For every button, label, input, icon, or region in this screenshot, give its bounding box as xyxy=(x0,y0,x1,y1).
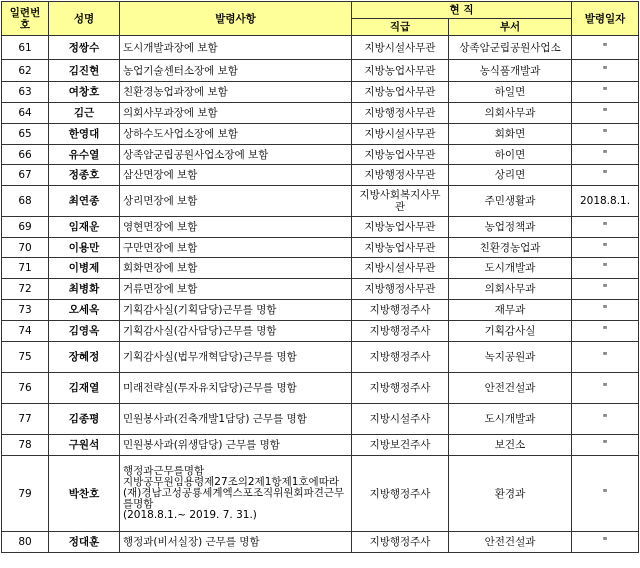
row-dept: 도시개발과 xyxy=(449,404,572,435)
row-grade: 지방농업사무관 xyxy=(352,217,449,238)
row-no: 73 xyxy=(2,300,49,321)
row-dept: 재무과 xyxy=(449,300,572,321)
row-date: " xyxy=(572,321,639,342)
row-dept: 녹지공원과 xyxy=(449,342,572,373)
row-date: " xyxy=(572,60,639,82)
table-row xyxy=(2,532,639,553)
header-current: 현 직 xyxy=(352,2,572,19)
row-grade: 지방행정주사 xyxy=(352,373,449,404)
table-row xyxy=(2,82,639,103)
row-date: " xyxy=(572,456,639,532)
row-no: 80 xyxy=(2,532,49,553)
row-dept: 환경과 xyxy=(449,456,572,532)
row-appointment: 영현면장에 보함 xyxy=(120,217,352,238)
row-date: " xyxy=(572,103,639,124)
header-date: 발령일자 xyxy=(572,2,639,36)
row-name: 여창호 xyxy=(49,82,120,103)
row-date: " xyxy=(572,279,639,300)
row-grade: 지방농업사무관 xyxy=(352,60,449,82)
header-dept: 부서 xyxy=(449,19,572,36)
row-dept: 보건소 xyxy=(449,435,572,456)
row-dept: 친환경농업과 xyxy=(449,238,572,258)
row-name: 김영옥 xyxy=(49,321,120,342)
row-dept: 농식품개발과 xyxy=(449,60,572,82)
row-appointment: 도시개발과장에 보함 xyxy=(120,36,352,60)
table-row xyxy=(2,258,639,279)
row-date: " xyxy=(572,373,639,404)
row-name: 김종평 xyxy=(49,404,120,435)
row-appointment: 민원봉사과(위생담당) 근무를 명함 xyxy=(120,435,352,456)
row-date: " xyxy=(572,124,639,145)
row-name: 장혜정 xyxy=(49,342,120,373)
row-appointment: 상하수도사업소장에 보함 xyxy=(120,124,352,145)
row-no: 66 xyxy=(2,145,49,165)
row-grade: 지방행정주사 xyxy=(352,532,449,553)
row-appointment: 농업기술센터소장에 보함 xyxy=(120,60,352,82)
row-appointment: 구만면장에 보함 xyxy=(120,238,352,258)
row-dept: 하일면 xyxy=(449,82,572,103)
row-date: 2018.8.1. xyxy=(572,186,639,217)
row-grade: 지방보건주사 xyxy=(352,435,449,456)
row-appointment: 회화면장에 보함 xyxy=(120,258,352,279)
row-grade: 지방행정주사 xyxy=(352,300,449,321)
header-appointment: 발령사항 xyxy=(120,2,352,36)
table-row xyxy=(2,279,639,300)
row-grade: 지방행정주사 xyxy=(352,342,449,373)
row-name: 임재운 xyxy=(49,217,120,238)
row-appointment: 상리면장에 보함 xyxy=(120,186,352,217)
row-grade: 지방시설사무관 xyxy=(352,258,449,279)
row-no: 68 xyxy=(2,186,49,217)
row-appointment: 행정과근무를명함 지방공무원임용령제27조의2제1항제1호에따라(재)경남고성공룡세계엑스포조직위원회파견근무를명함 (2018.8.1.~ 2019. 7. 31.) xyxy=(120,456,352,532)
header-no: 일련번호 xyxy=(2,2,49,36)
row-appointment: 의회사무과장에 보함 xyxy=(120,103,352,124)
row-no: 70 xyxy=(2,238,49,258)
row-grade: 지방행정주사 xyxy=(352,321,449,342)
row-appointment: 거류면장에 보함 xyxy=(120,279,352,300)
row-date: " xyxy=(572,217,639,238)
row-name: 유수열 xyxy=(49,145,120,165)
row-grade: 지방시설사무관 xyxy=(352,124,449,145)
row-date: " xyxy=(572,435,639,456)
table-row xyxy=(2,36,639,60)
table-row xyxy=(2,456,639,532)
row-dept: 안전건설과 xyxy=(449,373,572,404)
row-name: 최연종 xyxy=(49,186,120,217)
table-row xyxy=(2,217,639,238)
row-date: " xyxy=(572,532,639,553)
table-row xyxy=(2,60,639,82)
row-appointment: 기획감사실(감사담당)근무를 명함 xyxy=(120,321,352,342)
row-dept: 회화면 xyxy=(449,124,572,145)
row-date: " xyxy=(572,145,639,165)
row-appointment: 친환경농업과장에 보함 xyxy=(120,82,352,103)
row-name: 김진현 xyxy=(49,60,120,82)
table-row xyxy=(2,103,639,124)
row-name: 한영대 xyxy=(49,124,120,145)
table-row xyxy=(2,300,639,321)
table-row xyxy=(2,435,639,456)
row-grade: 지방시설사무관 xyxy=(352,36,449,60)
row-appointment: 기획감사실(기획담당)근무를 명함 xyxy=(120,300,352,321)
row-grade: 지방행정사무관 xyxy=(352,279,449,300)
table-row xyxy=(2,186,639,217)
row-date: " xyxy=(572,258,639,279)
header-grade: 직급 xyxy=(352,19,449,36)
row-no: 74 xyxy=(2,321,49,342)
row-dept: 안전건설과 xyxy=(449,532,572,553)
row-date: " xyxy=(572,238,639,258)
table-row xyxy=(2,404,639,435)
row-name: 김근 xyxy=(49,103,120,124)
row-no: 67 xyxy=(2,165,49,186)
row-dept: 하이면 xyxy=(449,145,572,165)
row-name: 오세옥 xyxy=(49,300,120,321)
row-appointment: 민원봉사과(건축개발1담당) 근무를 명함 xyxy=(120,404,352,435)
header-row xyxy=(2,2,639,19)
row-name: 김재열 xyxy=(49,373,120,404)
row-date: " xyxy=(572,82,639,103)
row-no: 76 xyxy=(2,373,49,404)
row-name: 구원석 xyxy=(49,435,120,456)
row-grade: 지방농업사무관 xyxy=(352,238,449,258)
row-no: 75 xyxy=(2,342,49,373)
row-date: " xyxy=(572,342,639,373)
row-grade: 지방사회복지사무관 xyxy=(352,186,449,217)
row-grade: 지방시설주사 xyxy=(352,404,449,435)
row-date: " xyxy=(572,165,639,186)
row-name: 정쌍수 xyxy=(49,36,120,60)
appointment-table xyxy=(1,1,639,553)
table-row xyxy=(2,145,639,165)
row-dept: 상리면 xyxy=(449,165,572,186)
row-name: 이병제 xyxy=(49,258,120,279)
row-dept: 의회사무과 xyxy=(449,103,572,124)
row-no: 78 xyxy=(2,435,49,456)
header-name: 성명 xyxy=(49,2,120,36)
row-date: " xyxy=(572,300,639,321)
row-date: " xyxy=(572,36,639,60)
row-no: 61 xyxy=(2,36,49,60)
row-no: 71 xyxy=(2,258,49,279)
table-row xyxy=(2,342,639,373)
row-name: 박찬호 xyxy=(49,456,120,532)
row-no: 65 xyxy=(2,124,49,145)
row-dept: 의회사무과 xyxy=(449,279,572,300)
row-grade: 지방농업사무관 xyxy=(352,145,449,165)
row-no: 69 xyxy=(2,217,49,238)
row-dept: 도시개발과 xyxy=(449,258,572,279)
row-grade: 지방행정주사 xyxy=(352,456,449,532)
table-row xyxy=(2,321,639,342)
row-no: 64 xyxy=(2,103,49,124)
row-grade: 지방농업사무관 xyxy=(352,82,449,103)
table-row xyxy=(2,165,639,186)
table-row xyxy=(2,124,639,145)
row-appointment: 삼산면장에 보함 xyxy=(120,165,352,186)
row-name: 최병화 xyxy=(49,279,120,300)
row-dept: 기획감사실 xyxy=(449,321,572,342)
row-dept: 주민생활과 xyxy=(449,186,572,217)
row-date: " xyxy=(572,404,639,435)
row-no: 79 xyxy=(2,456,49,532)
table-row xyxy=(2,373,639,404)
row-grade: 지방행정사무관 xyxy=(352,165,449,186)
row-dept: 농업정책과 xyxy=(449,217,572,238)
row-no: 72 xyxy=(2,279,49,300)
row-name: 정종호 xyxy=(49,165,120,186)
row-grade: 지방행정사무관 xyxy=(352,103,449,124)
table-row xyxy=(2,238,639,258)
row-appointment: 행정과(비서실장) 근무를 명함 xyxy=(120,532,352,553)
row-appointment: 기획감사실(법무개혁담당)근무를 명함 xyxy=(120,342,352,373)
row-name: 정대훈 xyxy=(49,532,120,553)
row-appointment: 상족암군립공원사업소장에 보함 xyxy=(120,145,352,165)
row-name: 이용만 xyxy=(49,238,120,258)
row-no: 77 xyxy=(2,404,49,435)
row-no: 63 xyxy=(2,82,49,103)
row-no: 62 xyxy=(2,60,49,82)
row-appointment: 미래전략실(투자유치담당)근무를 명함 xyxy=(120,373,352,404)
row-dept: 상족암군립공원사업소 xyxy=(449,36,572,60)
